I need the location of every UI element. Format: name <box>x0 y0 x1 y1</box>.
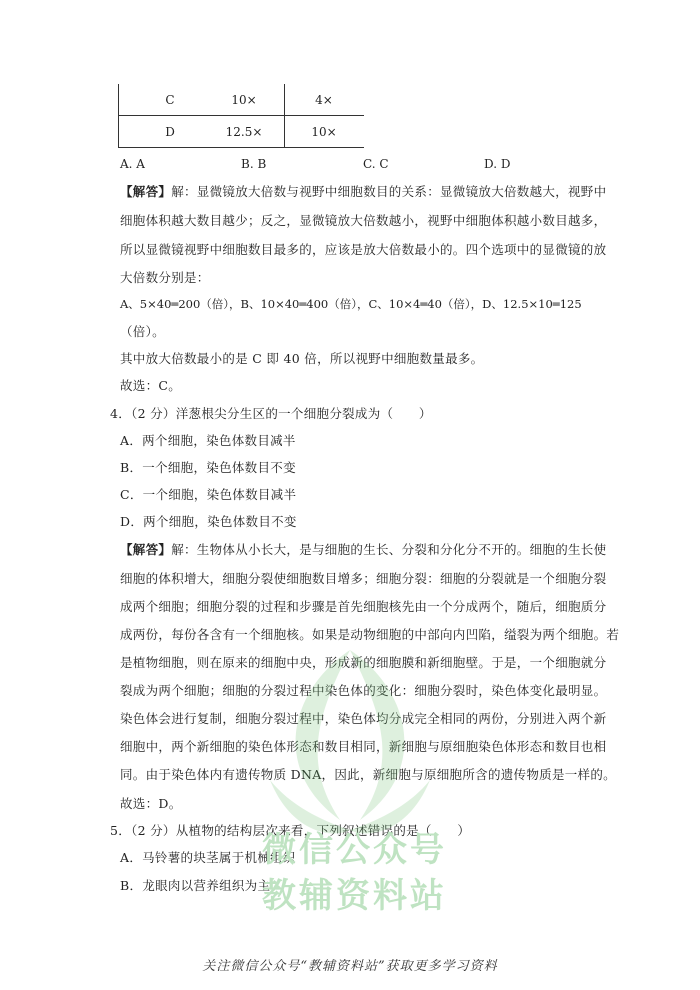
q3-answer-line: 大倍数分别是： <box>120 270 210 285</box>
q5-option-a: A．马铃薯的块茎属于机械组织 <box>120 850 296 865</box>
q4-answer-line: 是植物细胞，则在原来的细胞中央，形成新的细胞膜和新细胞壁。于是，一个细胞就分 <box>120 655 607 670</box>
q4-question: 4．（2 分）洋葱根尖分生区的一个细胞分裂成为（ ） <box>110 406 432 421</box>
q5-option-b: B．龙眼肉以营养组织为主 <box>120 878 271 893</box>
q3-answer-line: （倍）。 <box>120 324 165 339</box>
magnification-table <box>118 84 364 148</box>
q3-answer-line: 细胞体积越大数目越少；反之，显微镜放大倍数越小，视野中细胞体积越小数目越多， <box>120 213 607 228</box>
q3-answer-line: 所以显微镜视野中细胞数目最多的，应该是放大倍数最小的。四个选项中的显微镜的放 <box>120 242 607 257</box>
watermark-text: 教辅资料站 <box>262 876 447 916</box>
q3-answer-line: 故选：C。 <box>120 378 182 393</box>
table-cell-objective: 10× <box>311 125 337 139</box>
q4-answer-line: 细胞中，两个新细胞的染色体形态和数目相同，新细胞与原细胞染色体形态和数目也相 <box>120 739 607 754</box>
q3-answer-line: 其中放大倍数最小的是 C 即 40 倍，所以视野中细胞数量最多。 <box>120 351 484 366</box>
q3-option-d: D. D <box>484 157 511 171</box>
table-cell-ocular: 10× <box>231 93 257 107</box>
q4-option-d: D．两个细胞，染色体数目不变 <box>120 514 297 529</box>
table-cell-objective: 4× <box>315 93 333 107</box>
page-footer: 关注微信公众号“教辅资料站”获取更多学习资料 <box>202 959 498 974</box>
q5-question: 5．（2 分）从植物的结构层次来看，下列叙述错误的是（ ） <box>110 823 471 838</box>
answer-tag: 【解答】 <box>120 184 172 199</box>
q3-answer-line: 【解答】解：显微镜放大倍数与视野中细胞数目的关系：显微镜放大倍数越大，视野中 <box>120 184 607 199</box>
watermark-text: 微信公众号 <box>262 830 447 870</box>
q4-answer-line: 故选：D。 <box>120 796 182 811</box>
q4-answer-line: 染色体会进行复制，细胞分裂过程中，染色体均分成完全相同的两份，分别进入两个新 <box>120 711 607 726</box>
table-cell-ocular: 12.5× <box>225 125 263 139</box>
q4-answer-line: 裂成为两个细胞；细胞的分裂过程中染色体的变化：细胞分裂时，染色体变化最明显。 <box>120 683 607 698</box>
q3-answer-line: A、5×40═200（倍），B、10×40═400（倍），C、10×4═40（倍），D、12.5×10═125 <box>120 297 582 311</box>
table-row-divider <box>118 115 364 116</box>
q4-option-c: C．一个细胞，染色体数目减半 <box>120 487 297 502</box>
q4-option-b: B．一个细胞，染色体数目不变 <box>120 460 296 475</box>
q3-option-b: B. B <box>241 157 267 171</box>
table-cell-label: C <box>165 93 175 107</box>
answer-tag: 【解答】 <box>120 542 172 557</box>
q4-answer-line: 细胞的体积增大，细胞分裂使细胞数目增多；细胞分裂：细胞的分裂就是一个细胞分裂 <box>120 571 607 586</box>
table-cell-label: D <box>165 125 175 139</box>
q4-answer-line: 成两个细胞；细胞分裂的过程和步骤是首先细胞核先由一个分成两个，随后，细胞质分 <box>120 599 607 614</box>
table-bottom-border <box>118 147 364 148</box>
q4-answer-line: 同。由于染色体内有遗传物质 DNA，因此，新细胞与原细胞所含的遗传物质是一样的。 <box>120 767 616 782</box>
q4-answer-line: 【解答】解：生物体从小长大，是与细胞的生长、分裂和分化分不开的。细胞的生长使 <box>120 542 607 557</box>
q3-option-c: C. C <box>363 157 389 171</box>
table-border-left <box>118 84 119 148</box>
q4-answer-line: 成两份，每份各含有一个细胞核。如果是动物细胞的中部向内凹陷，缢裂为两个细胞。若 <box>120 627 620 642</box>
q3-option-a: A. A <box>120 157 145 171</box>
q4-option-a: A．两个细胞，染色体数目减半 <box>120 433 296 448</box>
